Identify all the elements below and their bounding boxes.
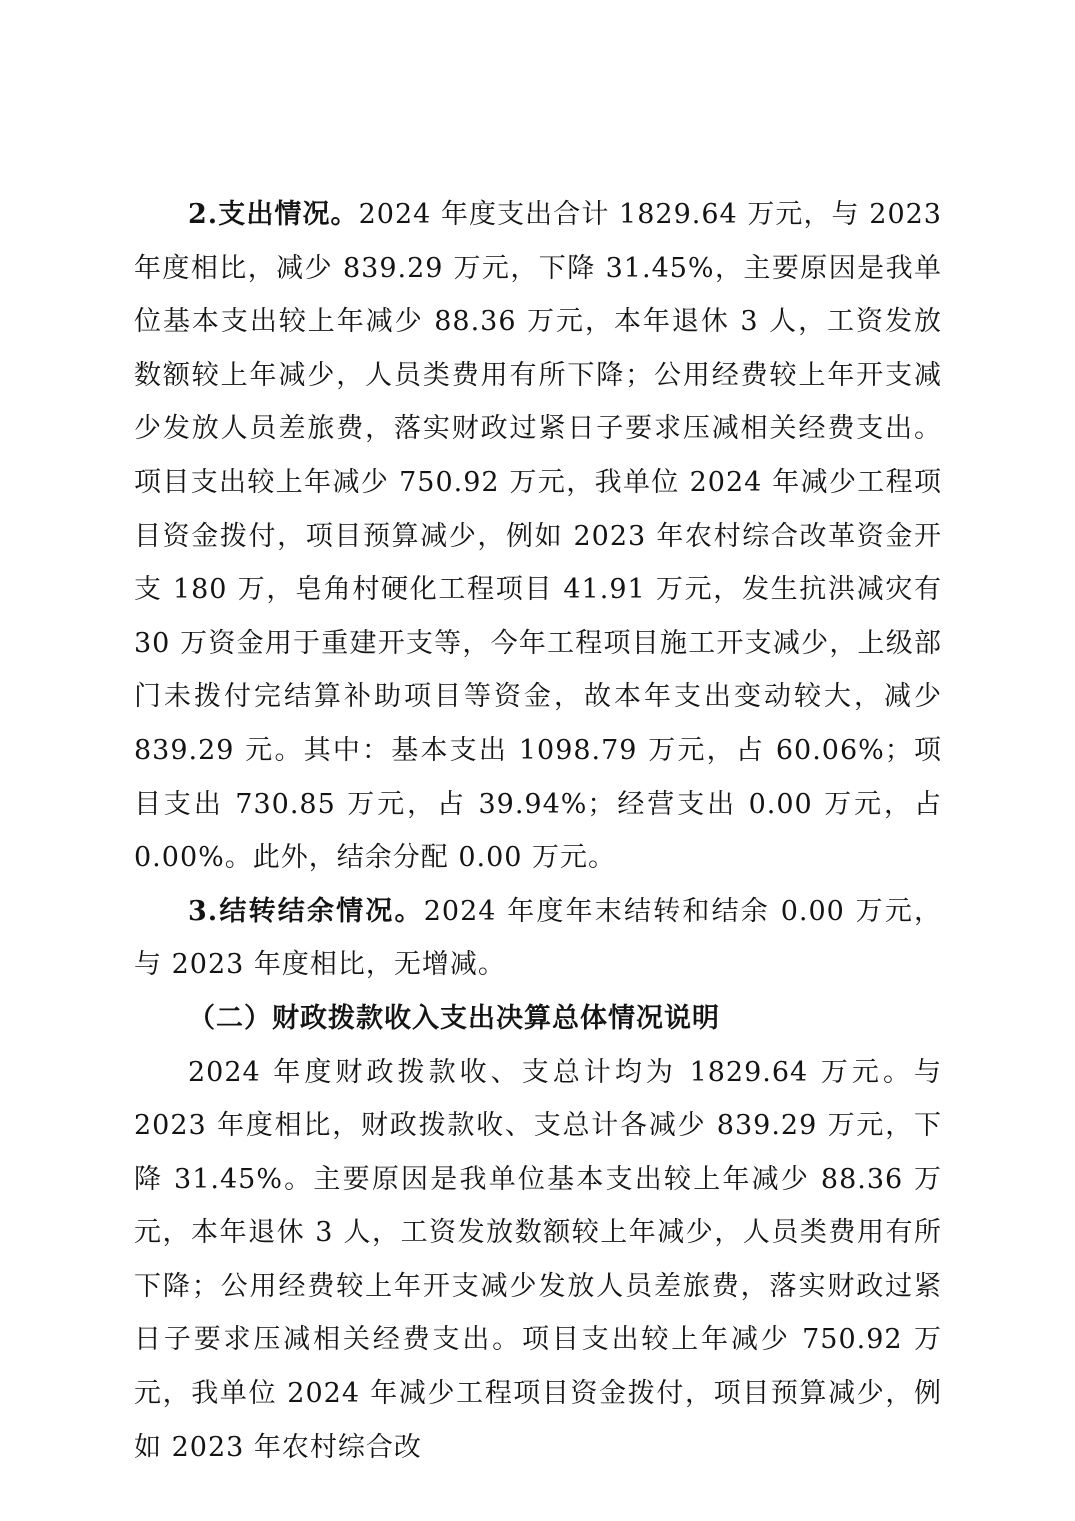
paragraph-expenditure <box>134 188 942 885</box>
paragraph-carryover-lead: 3.结转结余情况。 <box>188 895 424 927</box>
paragraph-fiscal-text: 2024 年度财政拨款收、支总计均为 1829.64 万元。与 2023 年度相比，财政拨款收、支总计各减少 839.29 万元，下降 31.45%。主要原因是我单位基本支出较上年减少 88.36 万元，本年退休 3 人，工资发放数额较上年减少，人员类费用有所下降；公用经费较上年开支减少发放人员差旅费，落实财政过紧日子要求压减相关经费支出。项目支出较上年减少 750.92 万元，我单位 2024 年减少工程项目资金拨付，项目预算减少，例如 2023 年农村综合改 <box>134 1056 942 1463</box>
paragraph-fiscal <box>134 1046 942 1475</box>
document-body <box>134 188 942 1474</box>
paragraph-carryover-text: 2024 年度年末结转和结余 0.00 万元，与 2023 年度相比，无增减。 <box>134 895 943 981</box>
section-heading-fiscal: （二）财政拨款收入支出决算总体情况说明 <box>188 1002 720 1034</box>
paragraph-expenditure-text: 2024 年度支出合计 1829.64 万元，与 2023 年度相比，减少 839.29 万元，下降 31.45%，主要原因是我单位基本支出较上年减少 88.36 万元，本年退休 3 人，工资发放数额较上年减少，人员类费用有所下降；公用经费较上年开支减少发放人员差旅费，落实财政过紧日子要求压减相关经费支出。项目支出较上年减少 750.92 万元，我单位 2024 年减少工程项目资金拨付，项目预算减少，例如 2023 年农村综合改革资金开支 180 万，皂角村硬化工程项目 41.91 万元，发生抗洪减灾有 30 万资金用于重建开支等，今年工程项目施工开支减少，上级部门未拨付完结算补助项目等资金，故本年支出变动较大，减少 839.29 元。其中：基本支出 1098.79 万元，占 60.06%；项目支出 730.85 万元，占 39.94%；经营支出 0.00 万元，占 0.00%。此外，结余分配 0.00 万元。 <box>134 199 942 874</box>
paragraph-expenditure-lead: 2.支出情况。 <box>188 199 359 230</box>
paragraph-carryover <box>134 885 942 992</box>
